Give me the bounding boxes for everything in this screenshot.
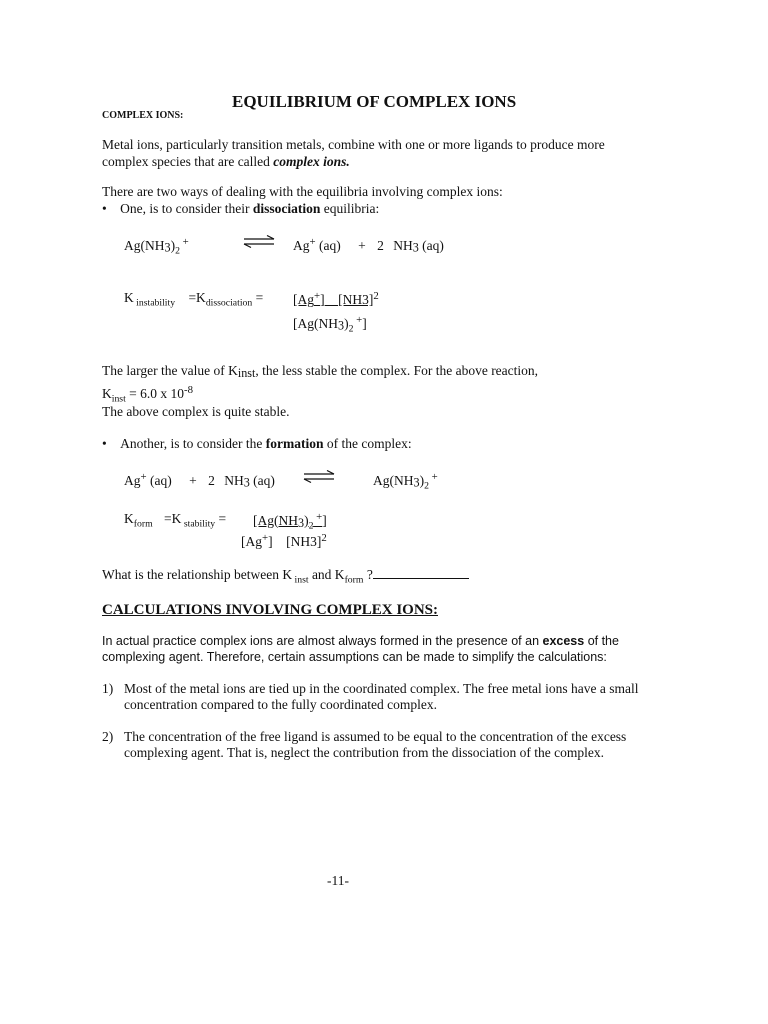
- bullet-marker: •: [102, 436, 107, 451]
- eq1-products: Ag+ (aq) + 2 NH3 (aq): [293, 236, 444, 255]
- calculations-heading: CALCULATIONS INVOLVING COMPLEX IONS:: [102, 602, 438, 618]
- item-1-line-1: Most of the metal ions are tied up in the coordinated complex. The free metal ions have a small: [124, 681, 639, 696]
- k-form-denominator: [Ag+] $[NH3]^2$: [241, 532, 327, 549]
- item-1-number: 1): [102, 681, 114, 696]
- page-number: -11-: [327, 873, 349, 888]
- k-instability-denominator: [$Ag(NH3)_2$ +]: [293, 314, 367, 335]
- intro-line-2: complex species that are called complex ions.: [102, 154, 350, 169]
- equilibrium-arrow-icon: [302, 470, 336, 484]
- bullet-formation: • Another, is to consider the formation of the complex:: [102, 436, 412, 451]
- practice-line-1: In actual practice complex ions are almost always formed in the presence of an excess of the: [102, 634, 619, 648]
- bullet-marker: •: [102, 201, 107, 216]
- k-form-numerator: [$Ag(NH3)_2$ +]: [253, 511, 327, 532]
- relationship-question: What is the relationship between K $_{inst}$ and $K_{form}$ ?: [102, 567, 469, 586]
- k-inst-value: $K_{inst} = 6.0$ x $10^{-8}$: [102, 384, 194, 405]
- k-instability-numerator: [Ag+] $[NH3]^2$: [293, 290, 379, 307]
- item-2-line-1: The concentration of the free ligand is assumed to be equal to the concentration of the excess: [124, 729, 627, 744]
- bullet-dissociation: • One, is to consider their dissociation equilibria:: [102, 201, 380, 216]
- eq2-product: $Ag(NH3)_2$ +: [373, 471, 438, 492]
- equilibrium-arrow-icon: [242, 235, 276, 249]
- intro-line-1: Metal ions, particularly transition metals, combine with one or more ligands to produce more: [102, 137, 605, 152]
- page-title: EQUILIBRIUM OF COMPLEX IONS: [232, 92, 517, 111]
- practice-line-2: complexing agent. Therefore, certain assumptions can be made to simplify the calculations:: [102, 650, 607, 664]
- item-2-line-2: complexing agent. That is, neglect the contribution from the dissociation of the complex.: [124, 745, 605, 760]
- k-instability-label: K $_{instability} =K_{dissociation}$ =: [124, 290, 264, 309]
- k-form-label: $K_{form} =K$ $_{stability}$ =: [124, 511, 227, 530]
- eq2-reactants: Ag+ (aq) + 2 NH3 (aq): [124, 471, 275, 490]
- answer-blank: [373, 567, 469, 579]
- item-1-line-2: concentration compared to the fully coordinated complex.: [124, 697, 438, 712]
- stable-text: The above complex is quite stable.: [102, 404, 290, 419]
- larger-value-text: The larger the value of $K_{inst}$, the less stable the complex. For the above reaction,: [102, 363, 539, 380]
- eq1-reactant: $Ag(NH3)_2$ +: [124, 236, 189, 257]
- section-heading-complex-ions: COMPLEX IONS:: [102, 110, 184, 121]
- term-complex-ions: complex ions.: [273, 154, 350, 169]
- item-2-number: 2): [102, 729, 114, 744]
- two-ways-text: There are two ways of dealing with the equilibria involving complex ions:: [102, 184, 503, 199]
